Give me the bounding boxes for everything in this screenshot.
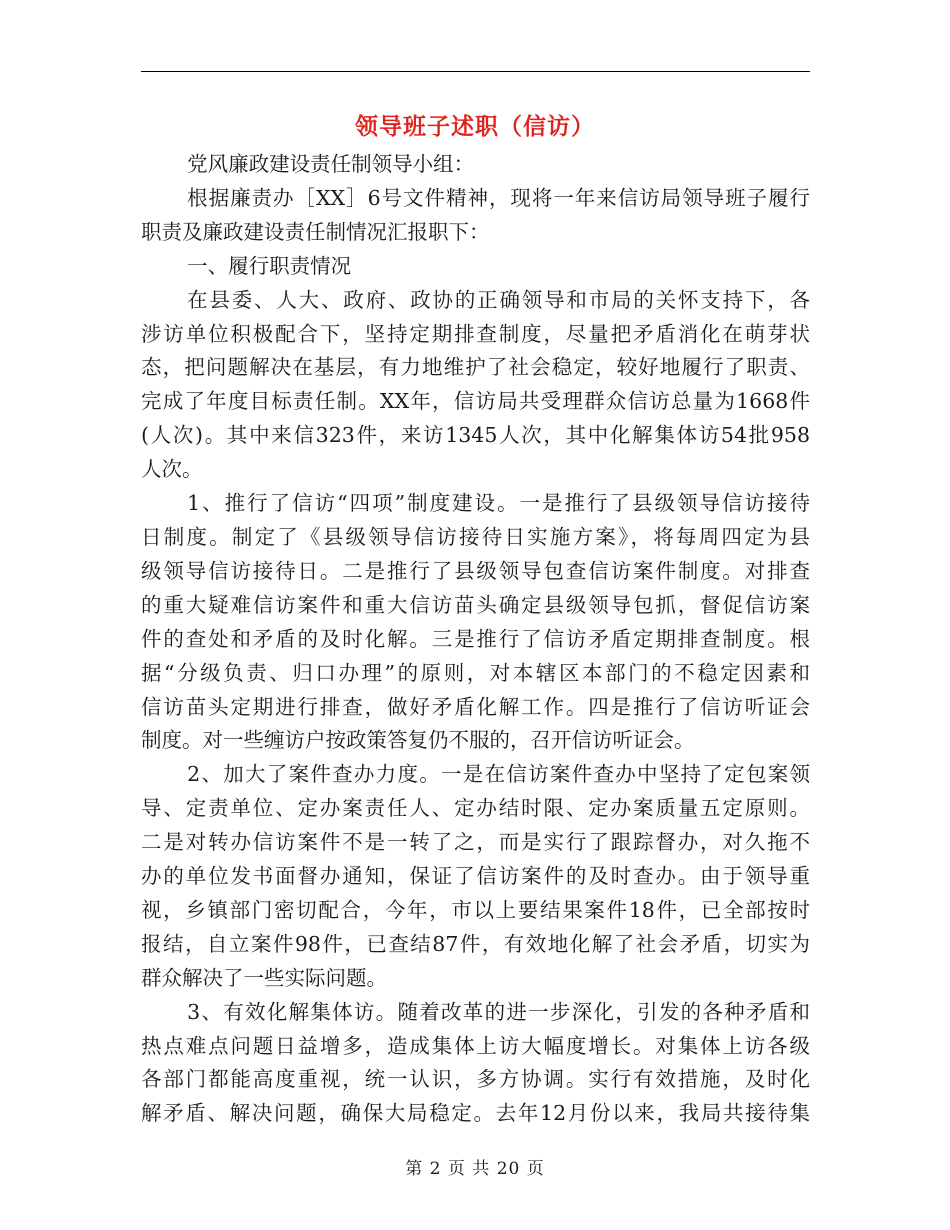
text-line: 群众解决了一些实际问题。 <box>141 965 387 990</box>
text-line: 热点难点问题日益增多，造成集体上访大幅度增长。对集体上访各级 <box>141 1033 810 1058</box>
paragraph-item-2 <box>141 758 810 995</box>
text-line: 视，乡镇部门密切配合，今年，市以上要结果案件18件，已全部按时 <box>141 897 810 922</box>
salutation: 党风廉政建设责任制领导小组： <box>187 152 475 176</box>
text-line: 3、有效化解集体访。随着改革的进一步深化，引发的各种矛盾和 <box>187 999 810 1024</box>
text-line: 信访苗头定期进行排查，做好矛盾化解工作。四是推行了信访听证会 <box>141 694 810 719</box>
section-heading <box>141 250 810 284</box>
paragraph-overview <box>141 284 810 487</box>
text-line: 办的单位发书面督办通知，保证了信访案件的及时查办。由于领导重 <box>141 864 810 889</box>
text-line: 人次。 <box>141 457 203 482</box>
text-line: 各部门都能高度重视，统一认识，多方协调。实行有效措施，及时化 <box>141 1067 810 1092</box>
text-line: 一、履行职责情况 <box>187 253 352 278</box>
header-rule <box>141 71 810 72</box>
text-line: 件的查处和矛盾的及时化解。三是推行了信访矛盾定期排查制度。根 <box>141 626 810 651</box>
text-line: 态，把问题解决在基层，有力地维护了社会稳定，较好地履行了职责、 <box>141 355 810 380</box>
document-title: 领导班子述职（信访） <box>355 113 595 140</box>
text-line: 职责及廉政建设责任制情况汇报职下： <box>141 219 490 244</box>
paragraph-item-3 <box>141 996 810 1132</box>
text-line: 的重大疑难信访案件和重大信访苗头确定县级领导包抓，督促信访案 <box>141 592 810 617</box>
document-body <box>141 148 810 1131</box>
paragraph-item-1 <box>141 487 810 758</box>
text-line: 涉访单位积极配合下，坚持定期排查制度，尽量把矛盾消化在萌芽状 <box>141 321 810 346</box>
text-line: 2、加大了案件查办力度。一是在信访案件查办中坚持了定包案领 <box>187 762 810 787</box>
text-line: 二是对转办信访案件不是一转了之，而是实行了跟踪督办，对久拖不 <box>141 830 810 855</box>
text-line: 报结，自立案件98件，已查结87件，有效地化解了社会矛盾，切实为 <box>141 931 810 956</box>
text-line: 导、定责单位、定办案责任人、定办结时限、定办案质量五定原则。 <box>141 796 810 821</box>
text-line: 根据廉责办［XX］6号文件精神，现将一年来信访局领导班子履行 <box>187 185 810 210</box>
text-line: 据“分级负责、归口办理”的原则，对本辖区本部门的不稳定因素和 <box>141 660 810 685</box>
text-line: 完成了年度目标责任制。XX年，信访局共受理群众信访总量为1668件 <box>141 389 810 414</box>
paragraph-intro <box>141 182 810 250</box>
text-line: 1、推行了信访“四项”制度建设。一是推行了县级领导信访接待 <box>187 491 810 516</box>
text-line: 解矛盾、解决问题，确保大局稳定。去年12月份以来，我局共接待集 <box>141 1101 810 1126</box>
page-number: 第 2 页 共 20 页 <box>405 1159 545 1179</box>
text-line: 日制度。制定了《县级领导信访接待日实施方案》，将每周四定为县 <box>141 524 810 549</box>
text-line: (人次)。其中来信323件，来访1345人次，其中化解集体访54批958 <box>141 423 810 448</box>
text-line: 制度。对一些缠访户按政策答复仍不服的，召开信访听证会。 <box>141 728 695 753</box>
text-line: 在县委、人大、政府、政协的正确领导和市局的关怀支持下，各 <box>187 287 810 312</box>
text-line: 级领导信访接待日。二是推行了县级领导包查信访案件制度。对排查 <box>141 558 810 583</box>
